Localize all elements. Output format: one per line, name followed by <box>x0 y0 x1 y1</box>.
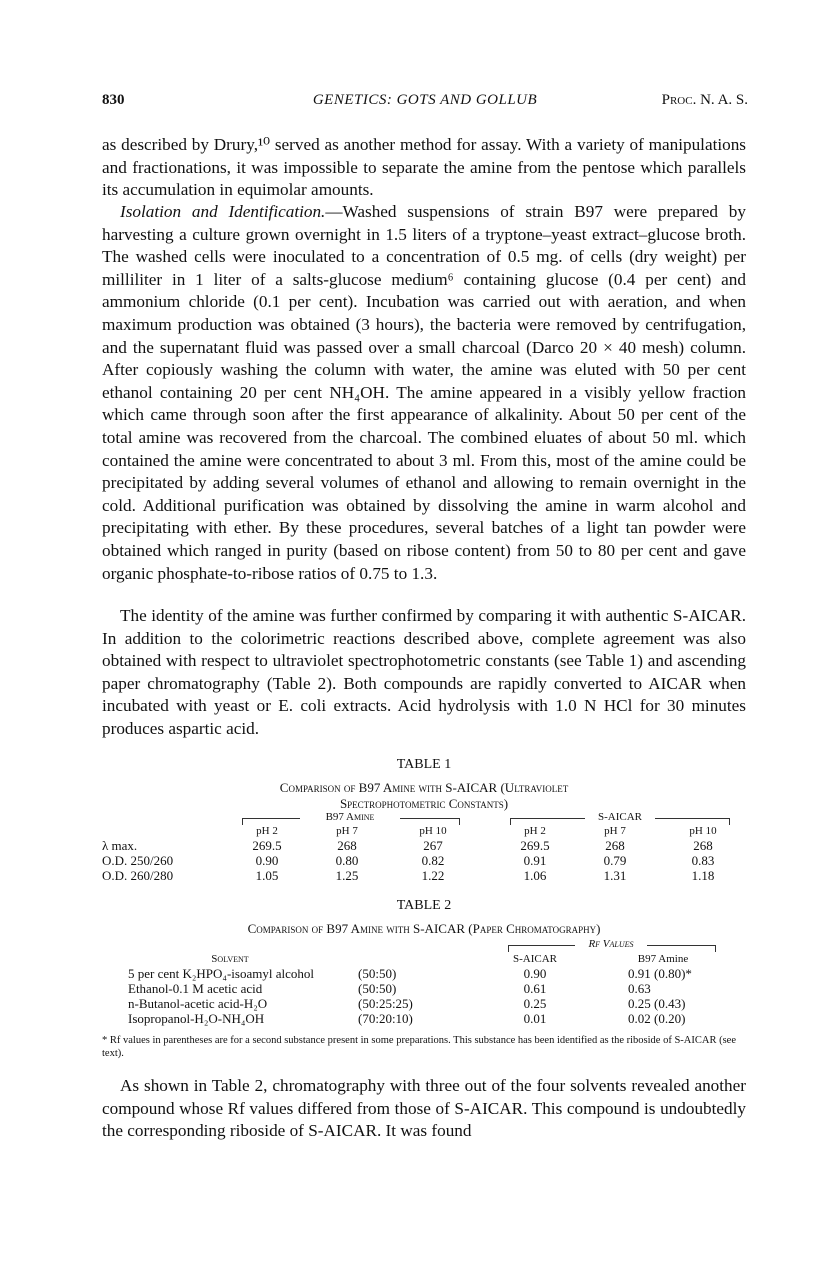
table2-b97: 0.25 (0.43) <box>628 996 686 1011</box>
table1-group-b97: B97 Amine <box>300 811 400 823</box>
table1-cell: 1.18 <box>691 868 715 883</box>
paragraph-isolation <box>102 201 746 585</box>
table1-row-label: O.D. 250/260 <box>102 853 174 868</box>
page-number: 830 <box>102 92 125 108</box>
table1-cell: 269.5 <box>252 838 282 853</box>
table2-ratio: (70:20:10) <box>358 1011 413 1026</box>
running-title: GENETICS: GOTS AND GOLLUB <box>312 92 538 108</box>
table1-cell: 1.31 <box>603 868 627 883</box>
table1-caption-line2: Spectrophotometric Constants) <box>339 796 509 811</box>
table1-col: pH 10 <box>689 825 717 837</box>
table1-cell: 1.22 <box>421 868 445 883</box>
table1-col: pH 7 <box>604 825 626 837</box>
table1-caption-line1: Comparison of B97 Amine with S-AICAR (Ultraviolet <box>279 780 569 795</box>
table2-solvent: 5 per cent K₂HPO₄-isoamyl alcohol <box>128 966 314 981</box>
table2-col-b97: B97 Amine <box>637 953 689 965</box>
table2-saicar: 0.25 <box>523 996 547 1011</box>
table2-body <box>0 966 816 1028</box>
table2-solvent: Isopropanol-H₂O-NH₄OH <box>128 1011 265 1026</box>
table2-caption: Comparison of B97 Amine with S-AICAR (Paper Chromatography) <box>247 921 601 936</box>
table1-cell: 268 <box>337 838 357 853</box>
running-header <box>102 92 748 114</box>
table2-ratio: (50:25:25) <box>358 996 413 1011</box>
table1-group-saicar: S-AICAR <box>585 811 655 823</box>
table1-col: pH 2 <box>524 825 546 837</box>
table2-saicar: 0.61 <box>523 981 547 996</box>
section-heading: Isolation and Identification. <box>120 202 326 221</box>
table2-solvent: n-Butanol-acetic acid-H₂O <box>128 996 268 1011</box>
table1-col: pH 10 <box>419 825 447 837</box>
table1-cell: 0.91 <box>523 853 547 868</box>
table1-cell: 1.05 <box>255 868 279 883</box>
table2-group-rf: Rf Values <box>575 938 647 950</box>
table1-body <box>0 838 816 884</box>
table2-ratio: (50:50) <box>358 981 397 996</box>
table1-cell: 268 <box>605 838 625 853</box>
table2-title: TABLE 2 <box>396 898 452 913</box>
table1-cell: 0.80 <box>335 853 359 868</box>
table2-ratio: (50:50) <box>358 966 397 981</box>
table2-b97: 0.91 (0.80)* <box>628 966 692 981</box>
table2-solvent: Ethanol-0.1 M acetic acid <box>128 981 263 996</box>
table2-col-saicar: S-AICAR <box>512 953 557 965</box>
table1-cell: 0.90 <box>255 853 279 868</box>
table1-cell: 0.82 <box>421 853 445 868</box>
table1-cell: 0.79 <box>603 853 627 868</box>
table2-footnote: * Rf values in parentheses are for a second substance present in some preparations. This substance has been identified as the riboside of S-AICAR (see text). <box>102 1035 736 1059</box>
table1-col: pH 7 <box>336 825 358 837</box>
paragraph-isolation-body: —Washed suspensions of strain B97 were prepared by harvesting a culture grown overnight in 1.5 liters of a tryptone–yeast extract–glucose broth. The washed cells were inoculated to a concentration of 0.5 mg. of cells (dry weight) per milliliter in 1 liter of a salts-glucose medium⁶ containing glucose (0.4 per cent) and ammonium chloride (0.1 per cent). Incubation was carried out with aeration, and when maximum production was obtained (3 hours), the bacteria were removed by centrifugation, and the supernatant fluid was passed over a small charcoal (Darco 20 × 40 mesh) column. After copiously washing the column with water, the amine was eluted with 50 per cent ethanol containing 20 per cent NH₄OH. The amine appeared in a visibly yellow fraction which came through soon after the first appearance of alkalinity. About 50 per cent of the total amine was recovered from the charcoal. The combined eluates of about 50 ml. which contained the amine were concentrated to about 3 ml. From this, most of the amine could be precipitated by adding several volumes of ethanol and allowing to remain overnight in the cold. Additional purification was obtained by dissolving the amine in warm alcohol and precipitating with ether. By these procedures, several batches of a light tan powder were obtained which ranged in purity (based on ribose content) from 50 to 80 per cent and gave organic phosphate-to-ribose ratios of 0.75 to 1.3. <box>102 202 746 583</box>
table1-cell: 1.25 <box>335 868 359 883</box>
table2-b97: 0.63 <box>628 981 651 996</box>
table2-saicar: 0.90 <box>523 966 547 981</box>
paragraph-1: as described by Drury,¹⁰ served as another method for assay. With a variety of manipulations and fractionations, it was impossible to separate the amine from the pentose which parallels its accumulation in equimolar amounts. <box>102 135 746 200</box>
table1-cell: 1.06 <box>523 868 547 883</box>
table2-b97: 0.02 (0.20) <box>628 1011 686 1026</box>
table1-col: pH 2 <box>256 825 278 837</box>
table2-col-solvent: Solvent <box>211 953 249 965</box>
table2-saicar: 0.01 <box>523 1011 547 1026</box>
table1-cell: 0.83 <box>691 853 715 868</box>
table1-cell: 268 <box>693 838 713 853</box>
table1-title: TABLE 1 <box>396 757 452 772</box>
paragraph-riboside: As shown in Table 2, chromatography with three out of the four solvents revealed another compound whose Rf values differed from those of S-AICAR. This compound is undoubtedly the corresponding riboside of S-AICAR. It was found <box>102 1076 746 1141</box>
table1-row-label: O.D. 260/280 <box>102 868 174 883</box>
journal-name: Proc. N. A. S. <box>661 92 748 108</box>
table1-cell: 267 <box>423 838 443 853</box>
paragraph-identity: The identity of the amine was further confirmed by comparing it with authentic S-AICAR. In addition to the colorimetric reactions described above, complete agreement was also obtained with respect to ultraviolet spectrophotometric constants (see Table 1) and ascending paper chromatography (Table 2). Both compounds are rapidly converted to AICAR when incubated with yeast or E. coli extracts. Acid hydrolysis with 1.0 N HCl for 30 minutes produces aspartic acid. <box>102 606 746 738</box>
table1-row-label: λ max. <box>102 838 138 853</box>
table1-cell: 269.5 <box>520 838 550 853</box>
